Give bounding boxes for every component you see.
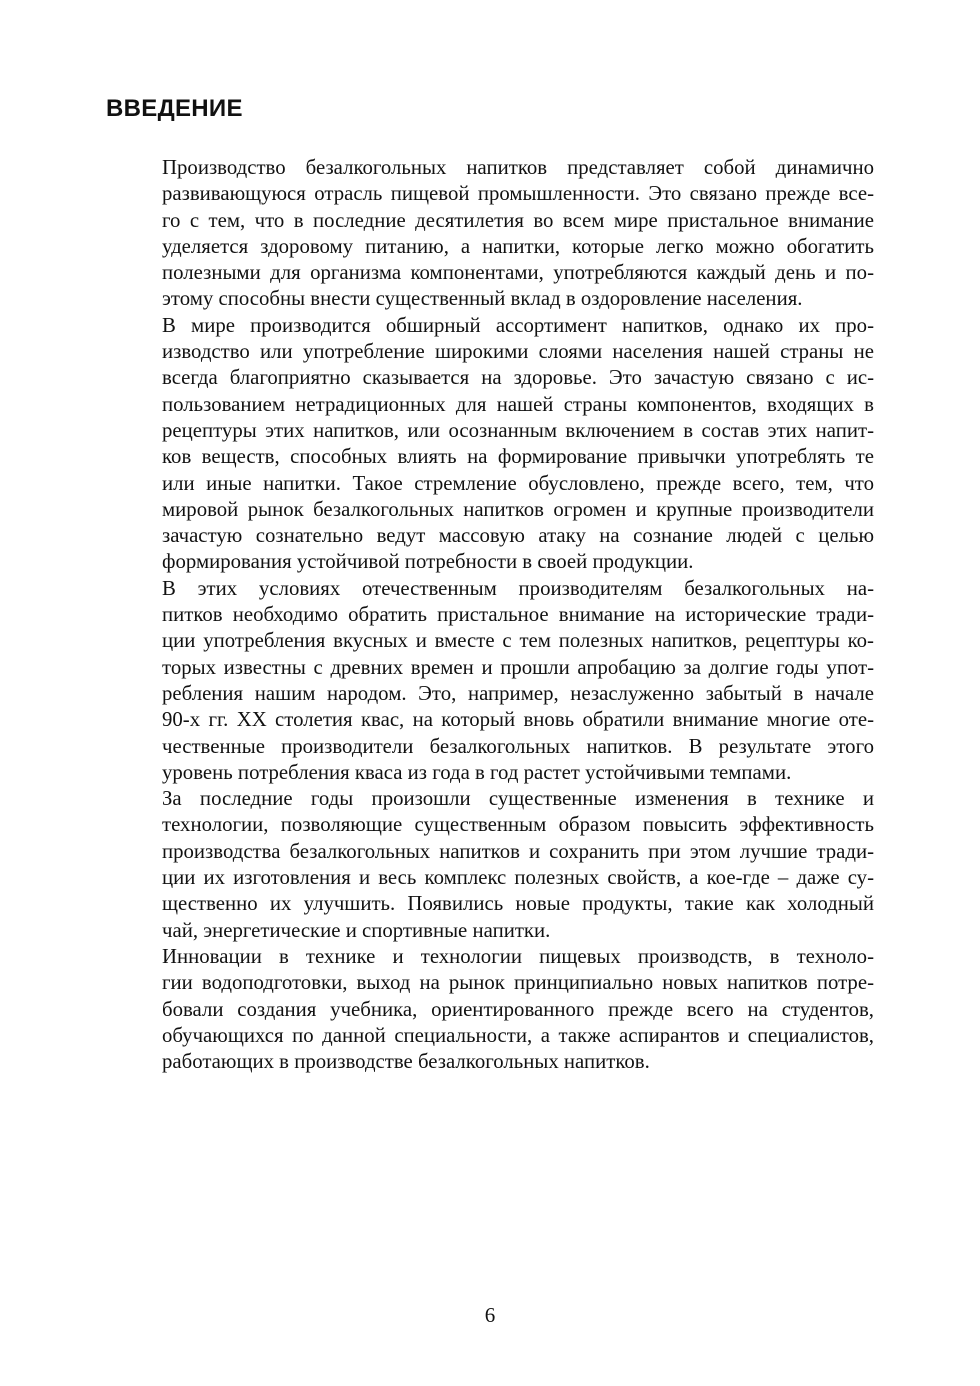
text-line: уделяется здоровому питанию, а напитки, которые легко можно обогатить xyxy=(162,234,874,258)
text-line: ребления нашим народом. Это, например, незаслуженно забытый в начале xyxy=(162,681,874,705)
text-line: уровень потребления кваса из года в год растет устойчивыми темпами. xyxy=(162,760,792,784)
text-line: чай, энергетические и спортивные напитки. xyxy=(162,918,551,942)
paragraph-2 xyxy=(106,313,874,576)
text-line: производства безалкогольных напитков и сохранить при этом лучшие тради- xyxy=(162,839,874,863)
text-line: технологии, позволяющие существенным образом повысить эффективность xyxy=(162,813,874,837)
text-line: В мире производится обширный ассортимент напитков, однако их про- xyxy=(162,313,874,337)
paragraph-4 xyxy=(106,786,874,944)
text-line: го с тем, что в последние десятилетия во всем мире пристальное внимание xyxy=(162,208,874,232)
text-line: мировой рынок безалкогольных напитков огромен и крупные производители xyxy=(162,497,874,521)
text-line: развивающуюся отрасль пищевой промышленности. Это связано прежде все- xyxy=(162,182,874,206)
paragraph-3 xyxy=(106,576,874,786)
text-line: полезными для организма компонентами, употребляются каждый день и по- xyxy=(162,261,874,285)
text-line: бовали создания учебника, ориентированного прежде всего на студентов, xyxy=(162,997,874,1021)
document-page xyxy=(106,0,874,1386)
section-heading: ВВЕДЕНИЕ xyxy=(106,95,243,122)
text-line: ции употребления вкусных и вместе с тем полезных напитков, рецептуры ко- xyxy=(162,629,874,653)
text-line: обучающихся по данной специальности, а также аспирантов и специалистов, xyxy=(162,1023,874,1047)
text-line: формирования устойчивой потребности в своей продукции. xyxy=(162,550,694,574)
text-line: Производство безалкогольных напитков представляет собой динамично xyxy=(162,156,874,179)
text-line: изводство или употребление широкими слоями населения нашей страны не xyxy=(162,340,874,364)
text-line: работающих в производстве безалкогольных напитков. xyxy=(162,1050,650,1074)
text-line: всегда благоприятно сказывается на здоровье. Это зачастую связано с ис- xyxy=(162,366,874,390)
paragraph-1 xyxy=(106,155,874,313)
text-line: 90-х гг. XX столетия квас, на который вновь обратили внимание многие оте- xyxy=(162,708,874,732)
body-text xyxy=(106,155,874,1075)
text-line: ции их изготовления и весь комплекс полезных свойств, а кое-где – даже су- xyxy=(162,866,874,890)
text-line: питков необходимо обратить пристальное внимание на исторические тради- xyxy=(162,603,874,627)
text-line: торых известны с древних времен и прошли апробацию за долгие годы упот- xyxy=(162,655,874,679)
text-line: пользованием нетрадиционных для нашей страны компонентов, входящих в xyxy=(162,392,874,416)
text-line: чественные производители безалкогольных напитков. В результате этого xyxy=(162,734,874,758)
text-line: щественно их улучшить. Появились новые продукты, такие как холодный xyxy=(162,892,874,916)
text-line: За последние годы произошли существенные изменения в технике и xyxy=(162,787,874,811)
paragraph-5 xyxy=(106,944,874,1075)
text-line: ков веществ, способных влиять на формирование привычки употреблять те xyxy=(162,445,874,469)
text-line: Инновации в технике и технологии пищевых производств, в техноло- xyxy=(162,944,874,968)
text-line: В этих условиях отечественным производителям безалкогольных на- xyxy=(162,576,874,600)
text-line: гии водоподготовки, выход на рынок принципиально новых напитков потре- xyxy=(162,971,874,995)
text-line: или иные напитки. Такое стремление обусловлено, прежде всего, тем, что xyxy=(162,471,874,495)
text-line: зачастую сознательно ведут массовую атаку на сознание людей с целью xyxy=(162,524,874,548)
text-line: этому способны внести существенный вклад в оздоровление населения. xyxy=(162,287,803,311)
text-line: рецептуры этих напитков, или осознанным включением в состав этих напит- xyxy=(162,418,874,442)
page-number: 6 xyxy=(484,1303,496,1327)
